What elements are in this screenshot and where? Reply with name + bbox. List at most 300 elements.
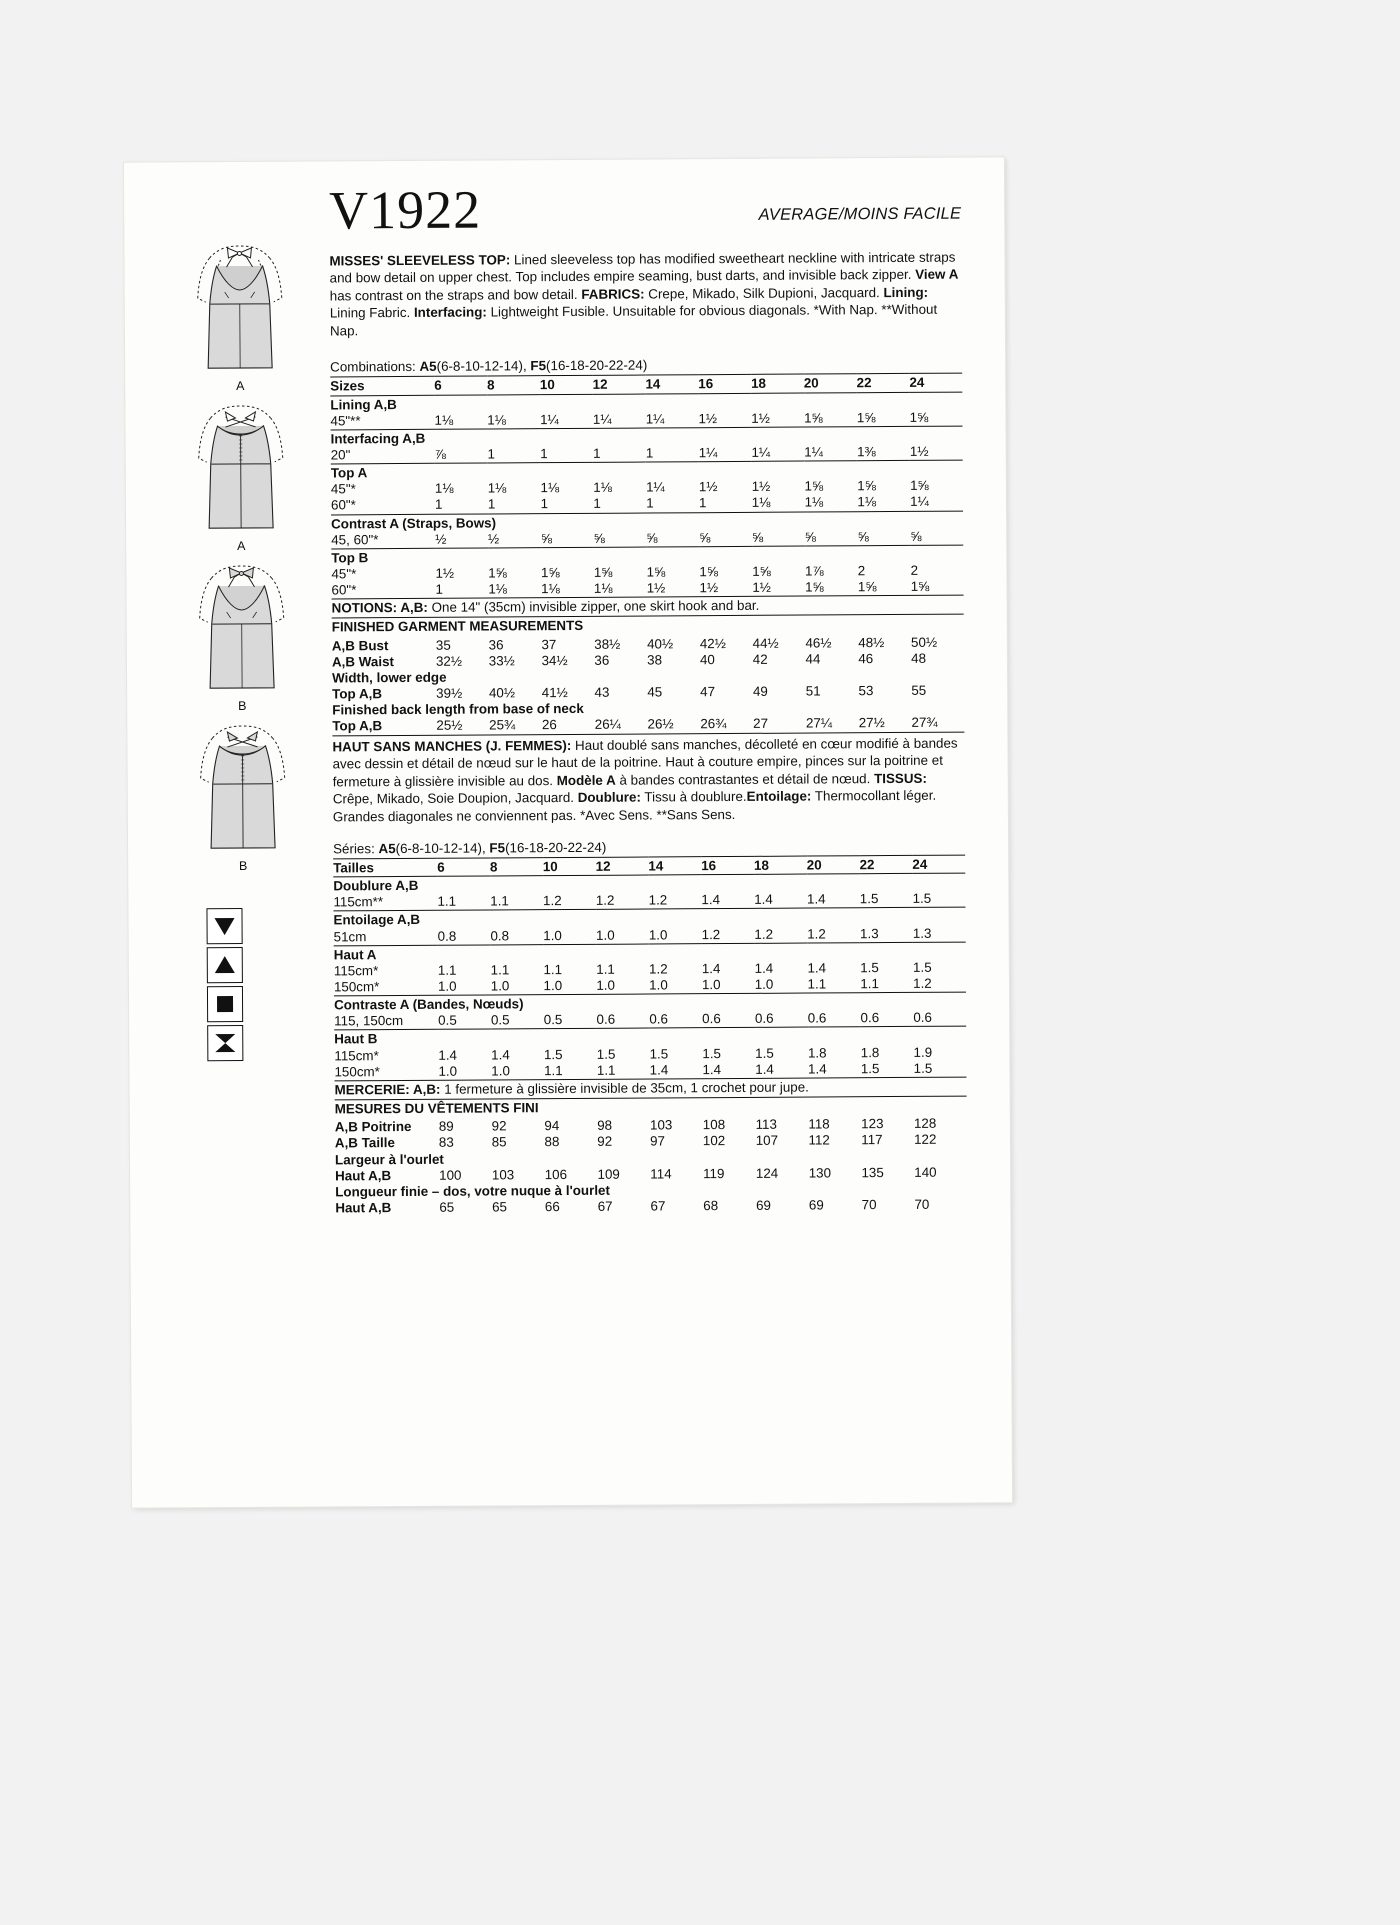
table-row-value: 43	[594, 684, 610, 701]
table-row-value: 1.2	[542, 893, 562, 909]
table-row-value: 1.1	[807, 976, 827, 992]
table-row-value: 1½	[751, 479, 771, 495]
table-row-value: 1.0	[438, 1063, 458, 1079]
table-row-value: 0.8	[490, 927, 510, 944]
table-row-value: 1⅞	[804, 563, 824, 579]
table-row-label: A,B Taille	[334, 1135, 395, 1151]
table-row-label: A,B Poitrine	[334, 1119, 412, 1135]
garment-illustration	[164, 240, 315, 393]
table-row-value: 0.6	[649, 1011, 669, 1027]
notions-text: One 14" (35cm) invisible zipper, one skirt hook and bar.	[427, 598, 760, 616]
table-row-value: 1.4	[807, 1061, 827, 1077]
table-header-size: 22	[860, 855, 913, 873]
table-row-value: 26	[541, 717, 557, 733]
table-row-label: Top A,B	[332, 718, 383, 734]
table-header-size: 20	[807, 856, 860, 874]
table-header-size: 24	[909, 374, 962, 392]
table-row-value: 70	[914, 1196, 930, 1212]
finished-title-french: MESURES DU VÊTEMENTS FINI	[335, 1095, 967, 1118]
table-row-value: 118	[808, 1116, 830, 1132]
bowtie-icon	[207, 1025, 243, 1061]
table-row-value: 36	[488, 637, 504, 653]
table-row-label: 45"**	[330, 412, 361, 429]
table-row-value: 41½	[541, 685, 568, 701]
table-header-size: 8	[490, 858, 543, 876]
triangle-down-icon	[206, 908, 242, 944]
table-row-value: 1.5	[702, 1045, 722, 1061]
table-row-value: 89	[438, 1119, 454, 1135]
table-row-value: 1½	[698, 479, 718, 495]
table-row-value: ⅝	[751, 529, 764, 545]
table-row-value: 1⅝	[856, 409, 876, 425]
table-row-value: 124	[755, 1165, 779, 1181]
table-header-size: 16	[698, 375, 751, 393]
table-row-value: 113	[755, 1117, 777, 1133]
table-row-value: 67	[650, 1198, 666, 1214]
table-row-value: 1.2	[648, 892, 668, 908]
combinations-line	[330, 356, 962, 375]
mercerie-label: MERCERIE: A,B:	[334, 1081, 441, 1098]
table-row-value: 1.1	[490, 893, 509, 909]
table-row-value: 48	[911, 650, 927, 666]
table-row-value: 1	[435, 581, 444, 597]
table-group-label: Contrast A (Straps, Bows)	[331, 511, 963, 533]
combination-a5-code: A5	[419, 359, 437, 375]
table-row-value: 1.2	[807, 926, 826, 942]
table-header-size: 14	[645, 375, 698, 393]
table-row-value: 1½	[646, 580, 666, 596]
table-row-value: 1½	[752, 579, 771, 595]
table-row-label: 115cm*	[334, 1047, 379, 1063]
table-row-value: 0.8	[437, 928, 457, 944]
table-row-value: 1¼	[540, 411, 559, 427]
table-row-value: 1	[646, 495, 654, 511]
table-row-value: 37	[541, 636, 557, 652]
table-row-value: 1⅝	[488, 565, 507, 581]
table-row-value: 1.5	[596, 1046, 616, 1062]
table-row-value: 1.0	[648, 926, 668, 943]
lining-text: Lining Fabric.	[329, 305, 414, 321]
table-row-value: 1	[434, 497, 443, 513]
garment-illustration	[166, 560, 317, 713]
table-row-value: 1⅝	[805, 579, 824, 595]
table-row-value: 1.2	[595, 893, 615, 909]
table-row-value: 1.2	[648, 961, 668, 977]
table-row-value: 1.0	[596, 977, 615, 993]
table-row-value: 1.5	[543, 1046, 563, 1062]
table-row-value: 1⅛	[434, 412, 454, 428]
table-row-value: 92	[491, 1118, 507, 1134]
table-header-size: 12	[593, 375, 646, 393]
table-row-value: 1.4	[438, 1047, 458, 1063]
table-row-value: 68	[703, 1198, 719, 1214]
table-row-value: 45	[647, 684, 663, 700]
table-row-value: 1.2	[754, 926, 774, 942]
table-row-value: 1.1	[437, 893, 457, 910]
table-row-value: 1.1	[543, 961, 563, 978]
table-row-value: 27	[753, 716, 769, 732]
description-body: Lined sleeveless top has modified sweetheart neckline with intricate straps and bow detail on upper chest. Top includes empire seaming, bust darts, and invisible back zipper.	[329, 249, 956, 286]
table-row-value: 67	[597, 1198, 613, 1214]
table-row-value: ⅝	[804, 529, 816, 545]
table-row-value: 1.5	[912, 891, 932, 907]
table-row-value: 40	[699, 651, 715, 668]
table-row-value: 25½	[436, 718, 463, 734]
view-label: A	[236, 378, 245, 394]
description-french	[332, 731, 965, 825]
table-row-value: 108	[702, 1117, 726, 1133]
table-row-value: 1⅝	[804, 410, 823, 426]
combination-f5-sizes: (16-18-20-22-24)	[545, 357, 648, 374]
table-header-size: 16	[701, 856, 754, 874]
finished-measurements-french	[335, 1116, 968, 1217]
table-row-value: 26¾	[700, 716, 727, 732]
table-row-value: 1⅝	[910, 578, 930, 595]
text-column	[329, 180, 967, 1217]
table-row-value: 2	[857, 563, 866, 579]
entoilage-text: Thermocollant léger. Grandes diagonales ne conviennent pas. *Avec Sens. **Sans Sens.	[332, 787, 937, 824]
table-row-value: ⅝	[646, 530, 658, 546]
table-row-value: 1⅛	[751, 495, 771, 511]
table-row-value: 103	[491, 1167, 515, 1183]
series-f5-sizes: (16-18-20-22-24)	[505, 839, 607, 856]
table-group-label: Interfacing A,B	[331, 426, 963, 448]
table-header-size: 20	[804, 374, 857, 392]
table-row-value: 38½	[594, 636, 621, 652]
table-row-label: 60"*	[331, 582, 357, 598]
table-row-value: 1⅛	[593, 580, 613, 596]
table-row-value: 69	[756, 1197, 772, 1213]
fabric-symbols	[206, 908, 241, 1061]
table-header-size: 12	[596, 857, 649, 875]
table-row-label: 150cm*	[334, 1063, 380, 1080]
table-row-value: ½	[487, 531, 500, 547]
garment-illustration	[165, 400, 316, 553]
table-row-value: 1.4	[807, 960, 827, 976]
description-body-fr: Haut doublé sans manches, décolleté en cœur modifié à bandes avec dessin et détail de nœud sur le haut de la poitrine. Haut à couture empire, pinces sur la poitrine et fermeture à glissière invisible au dos.	[332, 735, 958, 789]
table-row-value: 34½	[541, 652, 568, 669]
table-row-value: 1⅝	[540, 565, 560, 581]
table-row-value: 1	[698, 495, 707, 511]
view-label: B	[238, 698, 247, 714]
table-row-value: 1⅛	[487, 480, 507, 496]
table-row-value: 46½	[805, 635, 832, 651]
fabrics-text: Crepe, Mikado, Silk Dupioni, Jacquard.	[644, 285, 884, 302]
table-row-value: 1.1	[596, 1062, 616, 1078]
table-row-value: 1.0	[491, 1063, 510, 1079]
table-row-label: 115cm**	[333, 894, 384, 910]
description-body2-fr: à bandes contrastantes et détail de nœud.	[615, 770, 875, 788]
table-row-label: Haut A,B	[335, 1200, 392, 1216]
table-row-value: 1	[593, 445, 601, 461]
table-row-value: 1.4	[701, 892, 721, 908]
table-row-value: 1.4	[701, 960, 721, 977]
table-row-value: 103	[649, 1117, 673, 1133]
table-row-value: 100	[439, 1167, 462, 1183]
table-row-value: 26½	[647, 716, 674, 732]
table-row-value: 1	[487, 446, 495, 462]
table-row-value: 1.1	[437, 962, 457, 978]
table-row-value: 1.1	[860, 976, 879, 992]
table-row-value: 1.0	[490, 978, 510, 994]
table-row-value: 1.1	[490, 962, 510, 978]
table-row-value: 1½	[699, 580, 719, 596]
table-row-value: 1¼	[751, 444, 771, 460]
table-row-value: 112	[808, 1132, 830, 1149]
tissus-label: TISSUS:	[874, 770, 927, 786]
table-row-value: ⅝	[699, 529, 711, 545]
table-row-value: 65	[439, 1199, 455, 1215]
pattern-number: V1922	[329, 179, 482, 241]
table-row-value: 1.9	[913, 1044, 933, 1060]
table-row-value: ½	[435, 531, 447, 547]
table-row-value: 1.2	[913, 975, 932, 991]
table-row-value: 1.4	[755, 1061, 774, 1077]
table-row-value: 1.4	[806, 891, 826, 907]
table-header-size: 6	[437, 858, 490, 876]
table-row-value: 0.5	[543, 1012, 563, 1028]
table-row-value: 42½	[699, 635, 726, 651]
table-row-value: 1⅝	[804, 478, 824, 494]
table-row-value: 1⅝	[909, 409, 929, 425]
table-row-value: 27¾	[911, 715, 938, 731]
entoilage-label: Entoilage:	[746, 788, 812, 804]
table-group-label: Lining A,B	[330, 392, 962, 414]
table-row-value: 1.5	[912, 959, 932, 975]
table-row-value: 44	[805, 651, 821, 667]
table-row-value: 39½	[436, 685, 463, 701]
table-row-value: 33½	[488, 653, 515, 669]
table-row-value: 1¼	[592, 411, 612, 427]
series-f5-code: F5	[489, 840, 506, 856]
table-row-value: 1.0	[543, 927, 562, 943]
table-row-value: 85	[491, 1134, 507, 1150]
table-row-value: 1.4	[754, 892, 773, 908]
table-row-value: 55	[911, 682, 927, 699]
doublure-label: Doublure:	[577, 789, 641, 805]
table-row-value: 106	[544, 1166, 568, 1182]
table-row-value: 1¼	[804, 444, 823, 460]
table-group-label: Top A	[331, 460, 963, 482]
table-row-value: 1.0	[543, 978, 563, 994]
table-row-value: 1.0	[701, 977, 721, 993]
table-row-value: 1.4	[702, 1061, 722, 1077]
table-row-value: ⅞	[434, 446, 446, 462]
table-group-label: Haut A	[334, 942, 966, 964]
table-row-value: 1⅛	[857, 494, 877, 510]
view-label: B	[238, 858, 248, 874]
doublure-text: Tissu à doublure.	[640, 788, 747, 805]
table-row-value: 0.5	[490, 1012, 510, 1028]
table-row-value: 1⅛	[488, 581, 507, 597]
table-row-value: 25¾	[489, 717, 516, 733]
table-group-label: Top B	[331, 545, 963, 567]
table-row-value: 51	[805, 683, 821, 699]
table-row-value: 1¼	[910, 494, 929, 510]
table-row-value: 1.5	[860, 1060, 880, 1076]
table-row-value: 1.5	[860, 959, 879, 976]
table-row-value: 1¼	[645, 411, 665, 427]
table-row-label: 45, 60"*	[331, 531, 379, 548]
table-row-value: 1⅛	[540, 480, 560, 496]
table-header-label: Tailles	[333, 858, 437, 877]
table-group-label: Doublure A,B	[333, 873, 965, 895]
table-row-value: 1¼	[698, 445, 718, 461]
table-header-size: 22	[857, 374, 910, 392]
table-row-value: ⅝	[910, 528, 922, 544]
view-a-label: View A	[915, 267, 959, 283]
illustration-column	[164, 240, 319, 1065]
table-row-value: 109	[597, 1166, 620, 1182]
description-english	[329, 249, 962, 340]
table-subtitle: Finished back length from base of neck	[332, 701, 584, 718]
table-row-value: 0.6	[702, 1011, 721, 1027]
view-label: A	[237, 538, 246, 554]
table-group-label: Entoilage A,B	[333, 908, 965, 930]
table-row-value: 117	[861, 1132, 883, 1148]
table-row-value: 92	[597, 1134, 613, 1150]
table-row-label: 45"*	[330, 481, 356, 497]
table-row-value: 83	[438, 1135, 454, 1151]
table-subtitle: Largeur à l'ourlet	[334, 1151, 444, 1168]
envelope-sheet	[124, 157, 1012, 1507]
finished-measurements-english	[332, 634, 965, 735]
table-row-value: 69	[808, 1197, 824, 1213]
table-row-value: 47	[700, 684, 716, 700]
table-row-value: 70	[861, 1197, 877, 1213]
table-row-value: 1.5	[913, 1060, 933, 1076]
table-row-value: 50½	[910, 634, 938, 650]
table-row-label: 45"*	[331, 566, 357, 582]
table-row-value: 1½	[698, 410, 718, 426]
table-row-value: 98	[597, 1118, 613, 1134]
table-row-value: 1⅝	[699, 564, 719, 580]
table-header-size: 14	[648, 857, 701, 875]
table-row-value: 1.0	[595, 927, 615, 943]
table-row-value: 1.5	[649, 1045, 669, 1062]
table-header-size: 18	[751, 374, 804, 392]
table-row-value: 1½	[909, 443, 929, 459]
fabrics-label: FABRICS:	[581, 286, 645, 302]
table-header-size: 10	[543, 857, 596, 875]
table-row-value: 1.0	[754, 976, 774, 992]
header	[329, 179, 962, 241]
table-row-value: 1½	[751, 410, 770, 426]
table-row-value: 123	[861, 1116, 884, 1132]
table-row-value: 1	[540, 496, 549, 512]
table-row-value: 1	[645, 445, 654, 461]
table-row-value: 0.6	[596, 1011, 616, 1028]
square-filled-icon	[207, 986, 243, 1022]
table-row-value: 0.6	[860, 1010, 880, 1026]
table-row-value: 1⅛	[593, 479, 612, 496]
table-row-value: 88	[544, 1134, 560, 1150]
table-header-size: 18	[754, 856, 807, 874]
table-row-value: 1⅜	[857, 444, 876, 460]
notions-label: NOTIONS: A,B:	[331, 600, 428, 616]
table-header-size: 8	[487, 376, 540, 394]
table-row-value: 46	[858, 651, 874, 667]
series-label: Séries:	[333, 841, 379, 857]
table-row-label: 115cm*	[333, 963, 379, 979]
yardage-table-french	[333, 855, 966, 1081]
table-row-label: 51cm	[333, 928, 367, 945]
combination-f5-code: F5	[530, 358, 547, 374]
interfacing-label: Interfacing:	[413, 304, 487, 321]
table-row-value: 66	[544, 1199, 560, 1215]
table-subtitle: Width, lower edge	[332, 669, 447, 686]
table-row-value: 26¼	[594, 717, 621, 733]
table-row-label: 150cm*	[333, 979, 380, 995]
modele-a-label: Modèle A	[556, 772, 616, 788]
difficulty-label: AVERAGE/MOINS FACILE	[758, 204, 962, 224]
table-row-value: 1⅝	[910, 478, 929, 494]
table-row-value: ⅝	[593, 530, 605, 546]
table-row-value: 42	[752, 651, 768, 667]
series-a5-sizes: (6-8-10-12-14),	[395, 840, 490, 857]
table-row-value: 1.2	[701, 926, 721, 942]
table-row-value: 1.5	[859, 891, 879, 907]
table-row-value: 2	[910, 562, 919, 578]
yardage-table-english	[330, 373, 963, 599]
description-title-fr: HAUT SANS MANCHES (J. FEMMES):	[332, 737, 572, 755]
table-row-value: 36	[594, 652, 610, 668]
table-row-label: 20"	[330, 447, 351, 463]
table-row-value: 0.5	[438, 1012, 457, 1029]
table-header-label: Sizes	[330, 377, 434, 396]
interfacing-text: Lightweight Fusible. Unsuitable for obvious diagonals. *With Nap. **Without Nap.	[329, 302, 938, 339]
table-row-value: 1⅛	[434, 480, 454, 497]
table-row-value: 1.3	[912, 925, 932, 941]
table-row-value: 1.1	[596, 961, 615, 977]
description-title: MISSES' SLEEVELESS TOP:	[329, 252, 511, 269]
combination-a5-sizes: (6-8-10-12-14),	[436, 358, 531, 375]
table-row-value: 1⅛	[487, 412, 506, 428]
table-row-value: 1⅝	[593, 564, 613, 580]
table-header-size: 10	[540, 376, 593, 394]
table-row-value: 48½	[858, 634, 885, 650]
table-group-label: Contraste A (Bandes, Nœuds)	[334, 992, 966, 1014]
table-row-value: 1.0	[649, 977, 668, 993]
table-row-value: 1.4	[491, 1046, 510, 1063]
table-row-value: 27¼	[805, 715, 833, 731]
series-a5-code: A5	[378, 841, 396, 857]
table-row-value: 1.0	[437, 978, 457, 994]
table-row-value: 1⅛	[804, 494, 824, 510]
table-row-value: 40½	[488, 685, 516, 701]
description-body2: has contrast on the straps and bow detail.	[329, 286, 582, 304]
table-row-value: 122	[914, 1132, 937, 1148]
table-row-value: 0.6	[754, 1011, 774, 1027]
table-row-value: 32½	[435, 653, 463, 669]
table-row-value: 1.8	[807, 1044, 827, 1061]
table-row-value: 35	[435, 637, 451, 653]
table-group-label: Haut B	[334, 1026, 966, 1048]
table-row-value: ⅝	[857, 528, 869, 544]
table-row-label: A,B Bust	[331, 637, 389, 654]
table-row-value: 1⅝	[752, 563, 771, 579]
lining-label: Lining:	[883, 284, 929, 301]
table-row-value: 102	[702, 1133, 726, 1149]
table-row-value: 107	[755, 1133, 779, 1149]
table-row-value: 1⅝	[646, 564, 666, 580]
tissus-text: Crêpe, Mikado, Soie Doupion, Jacquard.	[332, 789, 578, 807]
table-row-value: 38	[647, 652, 663, 668]
table-row-label: Haut A,B	[335, 1167, 392, 1184]
table-row-value: 97	[650, 1133, 666, 1149]
table-row-value: 0.6	[913, 1010, 932, 1026]
table-row-value: 44½	[752, 635, 779, 651]
